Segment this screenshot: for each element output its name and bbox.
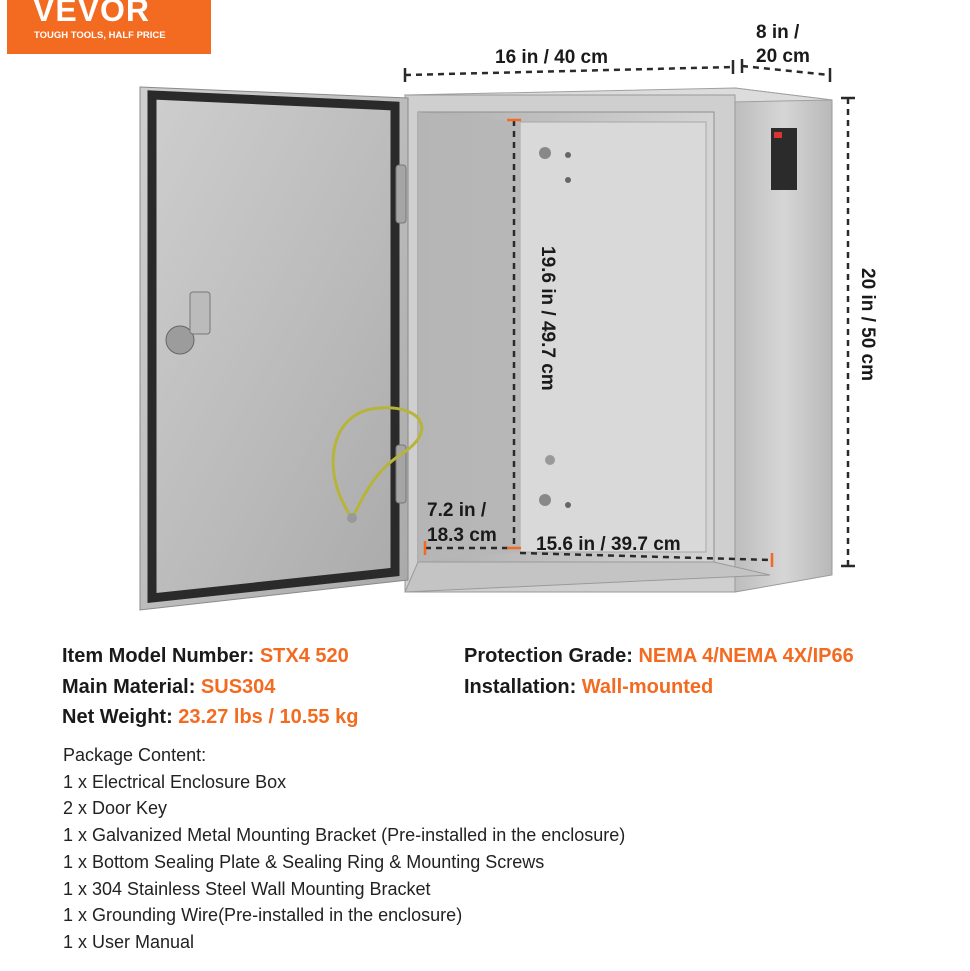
spec-model — [62, 645, 349, 668]
list-item: 1 x Bottom Sealing Plate & Sealing Ring & Mounting Screws — [63, 851, 545, 872]
height-dimension: 20 in / 50 cm — [857, 268, 878, 382]
spec-protection-value: NEMA 4/NEMA 4X/IP66 — [638, 645, 854, 667]
depth-dimension-line2: 20 cm — [756, 46, 810, 67]
spec-installation-value: Wall-mounted — [581, 676, 714, 698]
package-title: Package Content: — [63, 745, 207, 765]
list-item: 1 x Grounding Wire(Pre-installed in the enclosure) — [63, 905, 463, 926]
inner-width-dimension: 15.6 in / 39.7 cm — [536, 534, 681, 555]
spec-model-label: Item Model Number: — [62, 645, 255, 667]
list-item: 1 x Galvanized Metal Mounting Bracket (Pre-installed in the enclosure) — [63, 825, 626, 846]
list-item: 2 x Door Key — [63, 798, 168, 819]
inner-height-dimension: 19.6 in / 49.7 cm — [537, 246, 558, 391]
screw-icon — [539, 147, 551, 159]
brand-name: VEVOR — [33, 0, 151, 28]
spec-installation-label: Installation: — [464, 676, 577, 698]
spec-weight — [62, 706, 358, 729]
package-content — [63, 742, 625, 956]
spec-model-value: STX4 520 — [259, 645, 349, 667]
brand-tagline: TOUGH TOOLS, HALF PRICE — [34, 30, 166, 41]
spec-weight-value: 23.27 lbs / 10.55 kg — [178, 706, 359, 728]
screw-icon — [539, 494, 551, 506]
inner-depth-dimension-line2: 18.3 cm — [427, 525, 497, 546]
spec-material-value: SUS304 — [200, 676, 276, 698]
spec-material-label: Main Material: — [62, 676, 196, 698]
hinge-icon — [396, 165, 406, 223]
list-item: 1 x Electrical Enclosure Box — [63, 771, 287, 792]
inner-depth-dimension-line1: 7.2 in / — [427, 500, 487, 521]
list-item: 1 x User Manual — [63, 931, 195, 952]
spec-installation — [464, 676, 713, 699]
spec-material — [62, 676, 275, 699]
spec-weight-label: Net Weight: — [62, 706, 173, 728]
spec-protection-label: Protection Grade: — [464, 645, 633, 667]
width-dimension: 16 in / 40 cm — [495, 47, 609, 68]
spec-protection — [464, 645, 854, 668]
depth-dimension-line1: 8 in / — [756, 22, 800, 43]
list-item: 1 x 304 Stainless Steel Wall Mounting Bracket — [63, 878, 431, 899]
